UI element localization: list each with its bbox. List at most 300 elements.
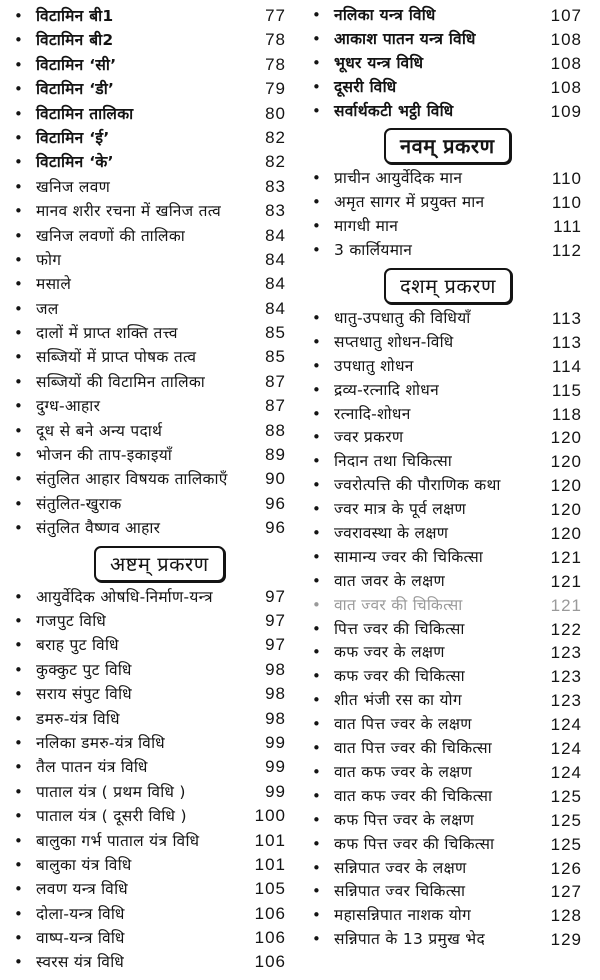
toc-entry-title: भोजन की ताप-इकाइयाँ [36,446,173,465]
toc-entry-title: धातु-उपधातु की विधियाँ [334,309,471,328]
toc-entry [306,761,590,785]
toc-entry [8,248,290,272]
toc-entry-title: पित्त ज्वर की चिकित्सा [334,619,465,638]
bullet-icon: • [312,380,321,399]
toc-entry-title: फोग [36,250,62,269]
toc-entry-title: विटामिन बी2 [36,31,114,50]
toc-entry-page-number: 120 [550,452,582,472]
toc-entry-title: नलिका यन्त्र विधि [334,6,436,24]
toc-entry-title: सर्वार्थकटी भट्ठी विधि [334,101,454,120]
toc-entry-title: ज्वर प्रकरण [334,428,404,447]
bullet-icon: • [14,660,23,679]
toc-entry-page-number: 96 [265,493,286,513]
toc-group-ashtam-prakaran [8,585,290,975]
toc-entry [8,443,290,467]
bullet-icon: • [312,882,321,901]
toc-entry-title: महासन्निपात नाशक योग [334,906,472,925]
bullet-icon: • [14,685,23,704]
bullet-icon: • [312,217,321,236]
bullet-icon: • [312,332,321,351]
toc-entry-title: आकाश पातन यन्त्र विधि [334,29,476,48]
toc-entry-title: मसाले [36,275,72,294]
toc-entry [8,224,290,248]
toc-entry-title: वात जवर के लक्षण [334,571,446,590]
bullet-icon: • [14,421,23,440]
toc-entry-title: प्राचीन आयुर्वेदिक मान [334,169,463,188]
toc-entry-page-number: 125 [550,786,582,806]
toc-entry-page-number: 106 [254,952,286,972]
toc-right-column [306,4,590,952]
toc-entry-page-number: 98 [265,708,286,728]
toc-entry [306,594,590,618]
toc-entry-title: दूसरी विधि [334,77,397,96]
toc-entry-page-number: 105 [254,879,286,899]
bullet-icon: • [312,428,321,447]
toc-entry [8,321,290,345]
toc-entry-page-number: 124 [550,739,582,759]
toc-entry-page-number: 121 [550,571,582,591]
bullet-icon: • [312,786,321,805]
bullet-icon: • [14,758,23,777]
bullet-icon: • [14,128,23,147]
toc-entry [8,682,290,706]
toc-entry-page-number: 129 [550,930,582,950]
toc-entry [306,546,590,570]
toc-entry-page-number: 99 [265,781,286,801]
toc-entry-title: खनिज लवण [36,177,111,196]
toc-entry-page-number: 120 [550,500,582,520]
toc-entry-page-number: 108 [550,29,582,49]
bullet-icon: • [312,404,321,423]
toc-entry-page-number: 96 [265,518,286,538]
toc-entry-page-number: 88 [265,420,286,440]
bullet-icon: • [312,29,321,48]
toc-entry-title: 3 कार्लियमान [334,241,413,260]
toc-entry [8,492,290,516]
toc-entry-page-number: 107 [550,6,582,25]
toc-entry-page-number: 123 [550,643,582,663]
toc-entry-page-number: 84 [265,298,286,318]
toc-entry [8,394,290,418]
bullet-icon: • [14,880,23,899]
bullet-icon: • [14,470,23,489]
toc-entry [306,880,590,904]
toc-entry [306,355,590,379]
toc-entry-title: संतुलित-खुराक [36,494,122,513]
toc-entry-page-number: 118 [551,404,582,424]
bullet-icon: • [14,855,23,874]
toc-entry [8,877,290,901]
toc-entry-title: पाताल यंत्र ( प्रथम विधि ) [36,782,186,801]
toc-entry-title: विटामिन बी1 [36,7,114,25]
toc-entry-title: कफ पित्त ज्वर के लक्षण [334,810,475,829]
bullet-icon: • [312,77,321,96]
toc-entry [8,516,290,540]
toc-entry-page-number: 98 [265,659,286,679]
toc-entry [306,4,590,28]
toc-entry-page-number: 114 [551,356,582,376]
toc-entry-page-number: 113 [551,332,582,352]
bullet-icon: • [14,929,23,948]
toc-entry-title: ज्वरोत्पत्ति की पौराणिक कथा [334,476,501,495]
toc-entry-title: खनिज लवणों की तालिका [36,226,186,245]
toc-entry [306,76,590,100]
toc-entry-title: मानव शरीर रचना में खनिज तत्व [36,202,222,221]
toc-entry-title: निदान तथा चिकित्सा [334,452,453,471]
toc-entry [306,450,590,474]
bullet-icon: • [14,153,23,172]
toc-entry [8,585,290,609]
toc-entry-title: सब्जियों की विटामिन तालिका [36,372,206,391]
bullet-icon: • [14,104,23,123]
toc-entry-title: विटामिन तालिका [36,104,134,123]
toc-entry-page-number: 110 [551,169,582,189]
toc-entry-page-number: 85 [265,323,286,343]
toc-entry [306,641,590,665]
toc-entry-page-number: 108 [550,77,582,97]
bullet-icon: • [14,636,23,655]
toc-entry-title: वात कफ ज्वर के लक्षण [334,762,473,781]
bullet-icon: • [312,500,321,519]
toc-entry-page-number: 108 [550,53,582,73]
toc-entry-title: सन्निपात ज्वर के लक्षण [334,858,467,877]
toc-entry-title: डमरु-यंत्र विधि [36,709,120,728]
toc-entry [306,689,590,713]
toc-entry [306,215,590,239]
toc-entry [8,4,290,28]
bullet-icon: • [14,733,23,752]
toc-entry-title: विटामिन ‘डी’ [36,80,115,99]
toc-entry-title: कफ पित्त ज्वर की चिकित्सा [334,834,495,853]
toc-entry-title: गजपुट विधि [36,611,107,630]
toc-entry-page-number: 97 [265,610,286,630]
toc-entry-title: वात ज्वर की चिकित्सा [334,595,463,614]
toc-entry-title: शीत भंजी रस का योग [334,691,462,710]
toc-group-vitamins-minerals-diet [8,4,290,541]
toc-entry-page-number: 125 [550,834,582,854]
toc-entry [306,857,590,881]
bullet-icon: • [14,31,23,50]
bullet-icon: • [14,519,23,538]
toc-entry [306,570,590,594]
bullet-icon: • [312,739,321,758]
toc-entry [8,53,290,77]
toc-entry-title: कफ ज्वर की चिकित्सा [334,667,465,686]
toc-entry-title: संतुलित आहार विषयक तालिकाएँ [36,470,228,489]
toc-entry-title: दुग्ध-आहार [36,397,101,416]
toc-entry [306,191,590,215]
toc-group-navam-prakaran [306,167,590,263]
toc-entry [8,609,290,633]
toc-entry [8,804,290,828]
toc-entry-page-number: 87 [265,371,286,391]
toc-entry-page-number: 84 [265,274,286,294]
toc-entry-page-number: 84 [265,249,286,269]
bullet-icon: • [14,80,23,99]
toc-entry-page-number: 98 [265,684,286,704]
toc-entry-page-number: 80 [265,103,286,123]
toc-entry-page-number: 110 [551,193,582,213]
bullet-icon: • [312,619,321,638]
bullet-icon: • [312,691,321,710]
bullet-icon: • [14,709,23,728]
bullet-icon: • [312,6,321,24]
toc-entry-page-number: 111 [553,217,582,237]
bullet-icon: • [312,595,321,614]
bullet-icon: • [312,667,321,686]
toc-entry-title: सब्जियों में प्राप्त पोषक तत्व [36,348,197,367]
toc-entry [8,175,290,199]
bullet-icon: • [312,810,321,829]
toc-entry-title: ज्वर मात्र के पूर्व लक्षण [334,500,467,519]
section-header-navam [306,123,590,167]
toc-entry [306,665,590,689]
toc-entry-page-number: 97 [265,635,286,655]
toc-entry-page-number: 85 [265,347,286,367]
toc-group-yantra-continued [306,4,590,123]
bullet-icon: • [14,7,23,25]
toc-entry [8,707,290,731]
toc-entry-title: बालुका गर्भ पाताल यंत्र विधि [36,831,200,850]
toc-entry-page-number: 78 [265,30,286,50]
toc-entry [8,77,290,101]
toc-entry-page-number: 84 [265,225,286,245]
toc-entry-title: बालुका यंत्र विधि [36,855,132,874]
toc-entry-title: अमृत सागर में प्रयुक्त मान [334,193,485,212]
toc-entry-page-number: 82 [265,152,286,172]
toc-entry-page-number: 125 [550,810,582,830]
bullet-icon: • [14,372,23,391]
bullet-icon: • [312,309,321,328]
bullet-icon: • [312,715,321,734]
bullet-icon: • [14,177,23,196]
toc-entry-page-number: 77 [265,6,286,25]
toc-entry-title: सप्तधातु शोधन-विधि [334,332,454,351]
toc-entry-title: आयुर्वेदिक ओषधि-निर्माण-यन्त्र [36,587,213,606]
bullet-icon: • [14,587,23,606]
toc-entry-page-number: 109 [550,101,582,121]
section-title-ashtam-prakaran: अष्टम् प्रकरण [94,546,225,582]
bullet-icon: • [14,611,23,630]
toc-entry [8,780,290,804]
section-title-dasham-prakaran: दशम् प्रकरण [384,268,512,304]
bullet-icon: • [312,356,321,375]
toc-entry [8,28,290,52]
toc-entry-title: द्रव्य-रत्नादि शोधन [334,380,439,399]
toc-entry [8,126,290,150]
toc-entry [306,307,590,331]
section-header-dasham [306,263,590,307]
bullet-icon: • [312,524,321,543]
bullet-icon: • [312,571,321,590]
section-title-navam-prakaran: नवम् प्रकरण [384,128,511,164]
toc-entry [306,52,590,76]
toc-entry [8,345,290,369]
toc-left-column [8,4,290,975]
toc-entry-title: सामान्य ज्वर की चिकित्सा [334,547,484,566]
toc-entry-page-number: 99 [265,732,286,752]
toc-entry-page-number: 123 [550,667,582,687]
toc-entry-page-number: 100 [254,806,286,826]
toc-entry-page-number: 79 [265,79,286,99]
toc-entry-page-number: 115 [551,380,582,400]
bullet-icon: • [14,446,23,465]
toc-entry-title: विटामिन ‘ई’ [36,128,110,147]
bullet-icon: • [312,452,321,471]
toc-entry-title: नलिका डमरु-यंत्र विधि [36,733,165,752]
toc-entry [8,950,290,974]
bullet-icon: • [14,348,23,367]
toc-entry-page-number: 113 [551,309,582,329]
toc-entry-page-number: 120 [550,428,582,448]
bullet-icon: • [312,476,321,495]
toc-entry [8,199,290,223]
toc-entry-page-number: 121 [550,595,582,615]
toc-entry [8,272,290,296]
bullet-icon: • [14,494,23,513]
toc-entry-page-number: 112 [551,241,582,261]
bullet-icon: • [14,226,23,245]
toc-entry [306,474,590,498]
toc-entry [306,239,590,263]
toc-entry-page-number: 124 [550,762,582,782]
bullet-icon: • [14,904,23,923]
toc-entry [306,331,590,355]
toc-entry [8,370,290,394]
toc-entry-title: वाष्प-यन्त्र विधि [36,929,125,948]
toc-entry [306,833,590,857]
toc-entry-page-number: 90 [265,469,286,489]
toc-entry [8,102,290,126]
toc-entry [8,926,290,950]
bullet-icon: • [14,250,23,269]
toc-entry-title: पाताल यंत्र ( दूसरी विधि ) [36,807,187,826]
toc-entry [8,150,290,174]
bullet-icon: • [312,762,321,781]
toc-entry-page-number: 128 [550,906,582,926]
toc-entry-title: वात कफ ज्वर की चिकित्सा [334,786,493,805]
toc-entry-title: सन्निपात ज्वर चिकित्सा [334,882,466,901]
toc-entry [306,737,590,761]
toc-entry-title: कफ ज्वर के लक्षण [334,643,445,662]
toc-entry-page-number: 83 [265,201,286,221]
toc-entry [306,522,590,546]
toc-entry-title: विटामिन ‘के’ [36,153,114,172]
toc-entry-page-number: 106 [254,928,286,948]
section-header-ashtam [8,541,290,585]
toc-entry-page-number: 99 [265,757,286,777]
toc-entry [306,167,590,191]
toc-entry-page-number: 87 [265,396,286,416]
bullet-icon: • [312,834,321,853]
toc-entry [8,853,290,877]
toc-entry-page-number: 78 [265,54,286,74]
bullet-icon: • [312,930,321,949]
toc-entry-title: स्वरस यंत्र विधि [36,953,125,972]
toc-entry [8,731,290,755]
toc-entry [8,658,290,682]
bullet-icon: • [14,202,23,221]
bullet-icon: • [312,547,321,566]
bullet-icon: • [312,643,321,662]
toc-entry-title: दालों में प्राप्त शक्ति तत्त्व [36,324,178,343]
toc-entry-page-number: 121 [550,547,582,567]
toc-entry [8,419,290,443]
toc-entry [306,426,590,450]
toc-entry-page-number: 127 [550,882,582,902]
toc-entry-page-number: 124 [550,715,582,735]
bullet-icon: • [312,241,321,260]
toc-entry-title: बराह पुट विधि [36,636,119,655]
toc-entry-title: मागधी मान [334,217,399,236]
bullet-icon: • [14,397,23,416]
toc-entry [306,403,590,427]
toc-entry [8,297,290,321]
toc-entry-title: तैल पातन यंत्र विधि [36,758,148,777]
toc-entry [306,713,590,737]
bullet-icon: • [14,831,23,850]
toc-entry-title: वात पित्त ज्वर की चिकित्सा [334,739,492,758]
toc-entry-title: दूध से बने अन्य पदार्थ [36,421,163,440]
toc-entry [306,785,590,809]
toc-entry-page-number: 126 [550,858,582,878]
toc-entry-page-number: 120 [550,524,582,544]
toc-entry-title: जल [36,299,59,318]
toc-entry [8,633,290,657]
bullet-icon: • [14,953,23,972]
toc-entry [8,755,290,779]
toc-entry-title: विटामिन ‘सी’ [36,55,117,74]
toc-entry [306,498,590,522]
toc-entry-page-number: 106 [254,903,286,923]
toc-entry-title: वात पित्त ज्वर के लक्षण [334,715,472,734]
bullet-icon: • [14,807,23,826]
toc-entry-title: सन्निपात के 13 प्रमुख भेद [334,930,486,949]
bullet-icon: • [312,169,321,188]
bullet-icon: • [14,275,23,294]
bullet-icon: • [312,858,321,877]
toc-entry-page-number: 97 [265,586,286,606]
toc-entry-page-number: 89 [265,445,286,465]
toc-entry [306,100,590,124]
toc-entry-title: रत्नादि-शोधन [334,404,411,423]
toc-entry [8,829,290,853]
toc-entry-page-number: 123 [550,691,582,711]
toc-entry-title: संतुलित वैष्णव आहार [36,519,161,538]
toc-entry [306,928,590,952]
toc-entry-title: कुक्कुट पुट विधि [36,660,132,679]
toc-group-dasham-prakaran [306,307,590,952]
toc-entry-title: दोला-यन्त्र विधि [36,904,125,923]
bullet-icon: • [14,55,23,74]
toc-entry [306,904,590,928]
toc-entry [306,618,590,642]
bullet-icon: • [312,193,321,212]
toc-entry-page-number: 101 [254,854,286,874]
bullet-icon: • [14,324,23,343]
toc-entry-page-number: 82 [265,127,286,147]
toc-entry-title: लवण यन्त्र विधि [36,880,128,899]
bullet-icon: • [312,906,321,925]
toc-entry-page-number: 83 [265,176,286,196]
toc-entry-page-number: 122 [550,619,582,639]
bullet-icon: • [312,101,321,120]
toc-entry-page-number: 101 [254,830,286,850]
toc-entry-title: उपधातु शोधन [334,356,414,375]
toc-entry-title: भूधर यन्त्र विधि [334,53,424,72]
toc-entry-title: सराय संपुट विधि [36,685,132,704]
toc-entry [8,467,290,491]
